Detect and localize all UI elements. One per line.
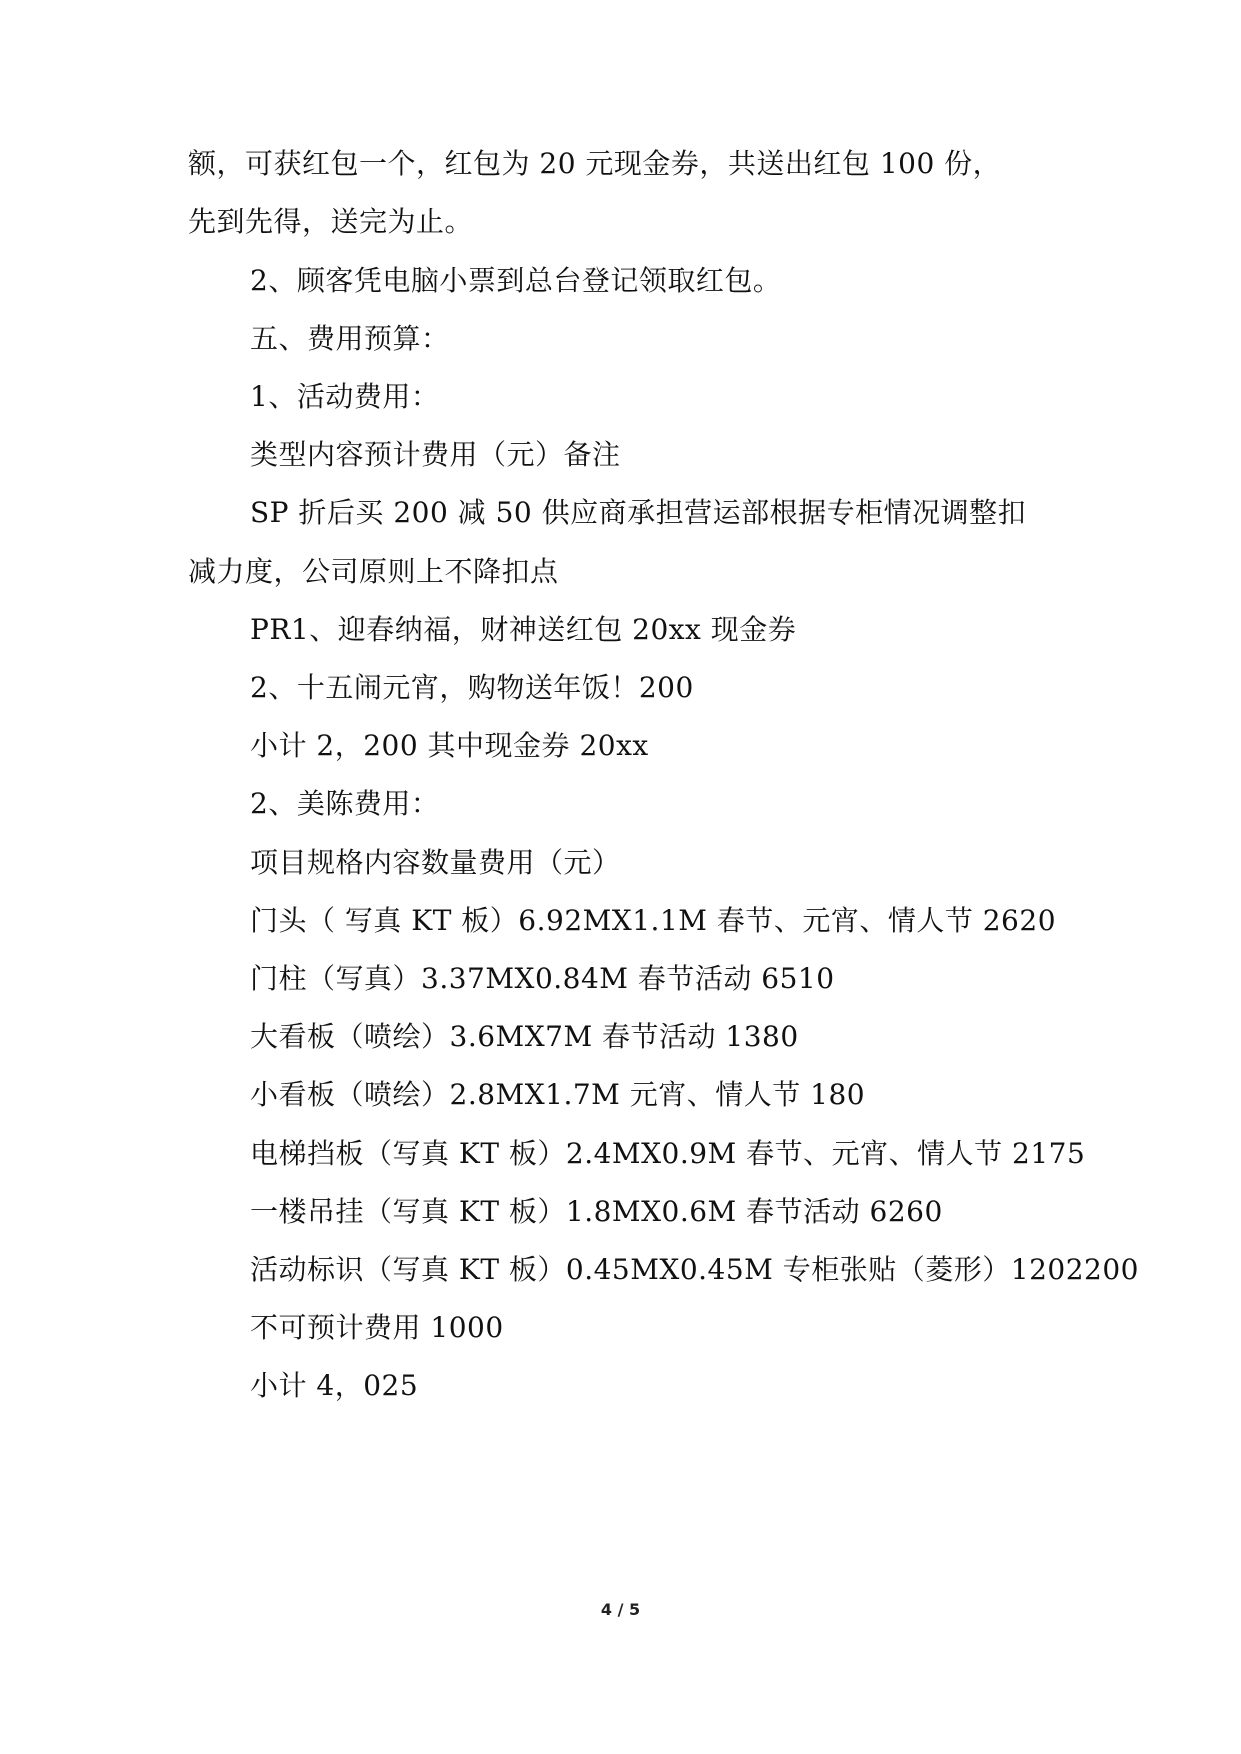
table-row-line: 门柱（写真）3.37MX0.84M 春节活动 6510: [250, 962, 835, 995]
subtotal-line: 小计 4，025: [250, 1369, 419, 1402]
body-text-line: 不可预计费用 1000: [250, 1311, 504, 1344]
table-header-line: 项目规格内容数量费用（元）: [250, 846, 621, 879]
body-text-line: 2、顾客凭电脑小票到总台登记领取红包。: [250, 264, 782, 297]
table-row-line: 小看板（喷绘）2.8MX1.7M 元宵、情人节 180: [250, 1078, 866, 1111]
body-text-line: 额，可获红包一个，红包为 20 元现金券，共送出红包 100 份，: [188, 147, 1002, 180]
body-text-line: 减力度，公司原则上不降扣点: [188, 555, 559, 588]
table-row-line: 电梯挡板（写真 KT 板）2.4MX0.9M 春节、元宵、情人节 2175: [250, 1137, 1086, 1170]
table-row-line: 门头（ 写真 KT 板）6.92MX1.1M 春节、元宵、情人节 2620: [250, 904, 1057, 937]
table-header-line: 类型内容预计费用（元）备注: [250, 438, 621, 471]
table-row-line: 活动标识（写真 KT 板）0.45MX0.45M 专柜张贴（菱形）1202200: [250, 1253, 1139, 1286]
body-text-line: 先到先得，送完为止。: [188, 205, 474, 238]
page-number: 4 / 5: [600, 1600, 641, 1619]
body-text-line: SP 折后买 200 减 50 供应商承担营运部根据专柜情况调整扣: [250, 496, 1027, 529]
table-row-line: 一楼吊挂（写真 KT 板）1.8MX0.6M 春节活动 6260: [250, 1195, 943, 1228]
subsection-heading: 1、活动费用：: [250, 380, 440, 413]
section-heading: 五、费用预算：: [250, 322, 450, 355]
body-text-line: PR1、迎春纳福，财神送红包 20xx 现金券: [250, 613, 797, 646]
table-row-line: 大看板（喷绘）3.6MX7M 春节活动 1380: [250, 1020, 799, 1053]
subsection-heading: 2、美陈费用：: [250, 787, 440, 820]
body-text-line: 2、十五闹元宵，购物送年饭！200: [250, 671, 694, 704]
subtotal-line: 小计 2，200 其中现金券 20xx: [250, 729, 649, 762]
